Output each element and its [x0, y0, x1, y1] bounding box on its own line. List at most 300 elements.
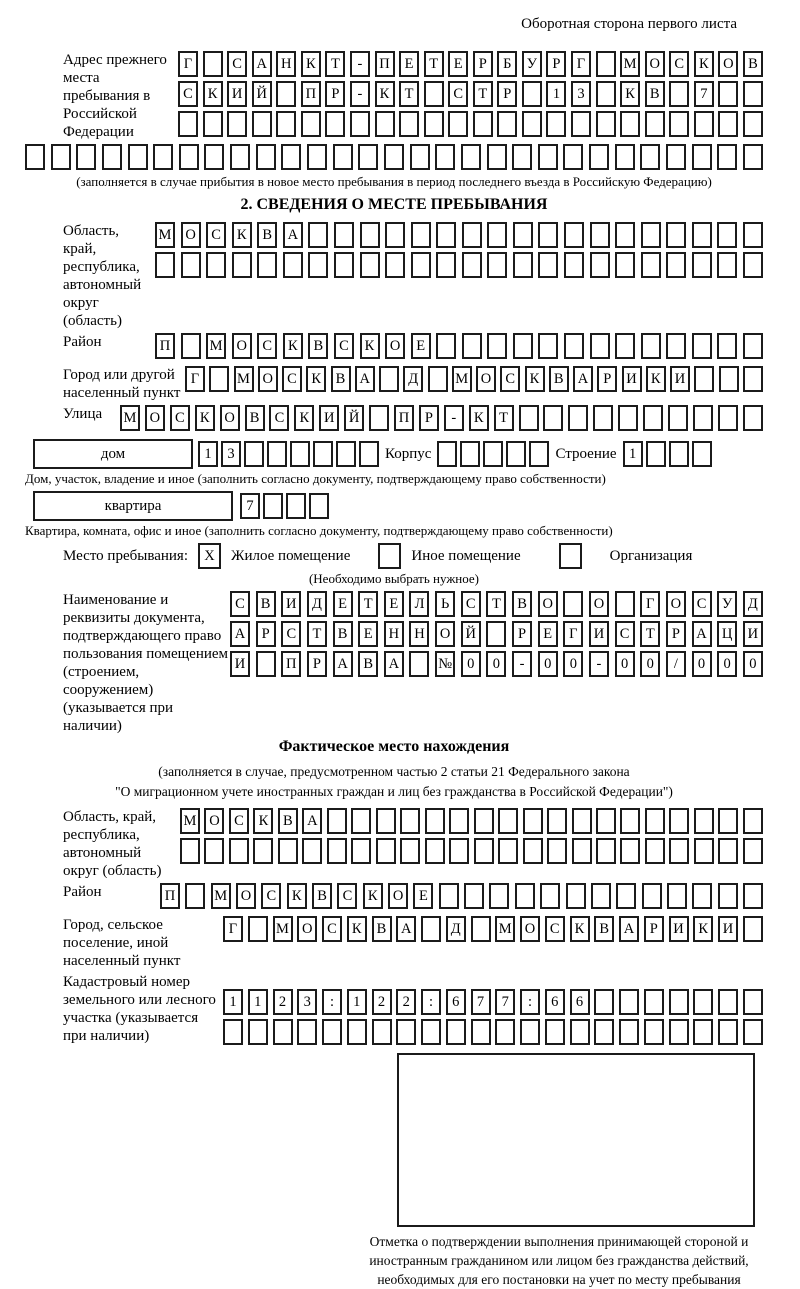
- char-box: М: [273, 916, 293, 942]
- char-box: [232, 252, 252, 278]
- char-box: [718, 838, 738, 864]
- char-box: [547, 808, 567, 834]
- char-box: С: [178, 81, 198, 107]
- char-box: /: [666, 651, 686, 677]
- char-box: [462, 333, 482, 359]
- char-box: Р: [597, 366, 617, 392]
- char-box: [591, 883, 611, 909]
- char-box: Ь: [435, 591, 455, 617]
- char-box: [596, 838, 616, 864]
- char-box: [718, 1019, 738, 1045]
- char-box: [513, 252, 533, 278]
- char-box: К: [195, 405, 215, 431]
- char-box: [384, 144, 404, 170]
- char-box: В: [645, 81, 665, 107]
- char-box: [223, 1019, 243, 1045]
- char-box: К: [620, 81, 640, 107]
- char-box: [181, 252, 201, 278]
- char-box: [185, 883, 205, 909]
- char-box: Т: [358, 591, 378, 617]
- char-box: И: [281, 591, 301, 617]
- char-box: [666, 144, 686, 170]
- char-box: [385, 222, 405, 248]
- char-box: [471, 1019, 491, 1045]
- char-box: К: [347, 916, 367, 942]
- f-gorod-block: [25, 916, 763, 970]
- char-box: [692, 883, 712, 909]
- char-box: 3: [221, 441, 241, 467]
- doc-row-2: [230, 621, 763, 647]
- char-box: [669, 1019, 689, 1045]
- char-box: С: [669, 51, 689, 77]
- char-box: 1: [248, 989, 268, 1015]
- char-box: [359, 441, 379, 467]
- char-box: Г: [640, 591, 660, 617]
- char-box: Т: [325, 51, 345, 77]
- char-box: [523, 808, 543, 834]
- char-box: [448, 111, 468, 137]
- char-box: [571, 111, 591, 137]
- char-box: А: [333, 651, 353, 677]
- char-box: О: [181, 222, 201, 248]
- char-box: О: [385, 333, 405, 359]
- char-box: Т: [424, 51, 444, 77]
- char-box: [589, 144, 609, 170]
- char-box: Р: [325, 81, 345, 107]
- char-box: Л: [409, 591, 429, 617]
- char-box: [421, 1019, 441, 1045]
- char-box: С: [269, 405, 289, 431]
- char-box: [178, 111, 198, 137]
- char-box: [669, 81, 689, 107]
- doc-label: Наименование и реквизиты документа, подтверждающего право пользования помещением (строением, сооружением) (указывается при наличии): [63, 592, 229, 734]
- char-box: Д: [743, 591, 763, 617]
- char-box: [593, 405, 613, 431]
- char-box: [718, 111, 738, 137]
- char-box: 2: [372, 989, 392, 1015]
- char-box: [529, 441, 549, 467]
- char-box: О: [666, 591, 686, 617]
- char-box: [360, 222, 380, 248]
- char-box: 1: [546, 81, 566, 107]
- char-box: [547, 838, 567, 864]
- char-box: [538, 333, 558, 359]
- char-box: О: [718, 51, 738, 77]
- char-box: К: [203, 81, 223, 107]
- char-box: Т: [399, 81, 419, 107]
- char-box: [538, 222, 558, 248]
- char-box: [209, 366, 229, 392]
- char-box: В: [331, 366, 351, 392]
- char-box: [513, 333, 533, 359]
- char-box: В: [256, 591, 276, 617]
- char-box: К: [301, 51, 321, 77]
- char-box: [273, 1019, 293, 1045]
- char-box: [333, 144, 353, 170]
- char-box: [572, 808, 592, 834]
- char-box: [717, 252, 737, 278]
- char-box: М: [155, 222, 175, 248]
- char-box: [51, 144, 71, 170]
- char-box: [308, 252, 328, 278]
- char-box: Е: [384, 591, 404, 617]
- char-box: [564, 252, 584, 278]
- char-box: [743, 405, 763, 431]
- char-box: 3: [571, 81, 591, 107]
- char-box: [281, 144, 301, 170]
- char-box: [743, 916, 763, 942]
- char-box: И: [669, 916, 689, 942]
- char-box: 6: [570, 989, 590, 1015]
- char-box: [694, 111, 714, 137]
- char-box: [276, 81, 296, 107]
- char-box: С: [282, 366, 302, 392]
- char-box: 1: [198, 441, 218, 467]
- char-box: У: [522, 51, 542, 77]
- prev-address-block: [25, 51, 763, 141]
- char-box: В: [512, 591, 532, 617]
- s2-gorod-block: [25, 366, 763, 402]
- f-kadastr-label: Кадастровый номер земельного или лесного участка (указывается при наличии): [63, 974, 216, 1044]
- char-box: 6: [545, 989, 565, 1015]
- char-box: [522, 111, 542, 137]
- mesto-opt3-label: Организация: [609, 547, 693, 564]
- char-box: [399, 111, 419, 137]
- char-box: А: [252, 51, 272, 77]
- char-box: [489, 883, 509, 909]
- char-box: Р: [546, 51, 566, 77]
- char-box: [410, 144, 430, 170]
- char-box: К: [232, 222, 252, 248]
- kvartira-caption: Квартира, комната, офис и иное (заполнить согласно документу, подтверждающему право собственности): [25, 523, 613, 538]
- char-box: П: [155, 333, 175, 359]
- char-box: [692, 441, 712, 467]
- char-box: [278, 838, 298, 864]
- char-box: Р: [644, 916, 664, 942]
- char-box: А: [396, 916, 416, 942]
- char-box: [645, 838, 665, 864]
- char-box: [692, 333, 712, 359]
- korpus-boxes: [437, 441, 549, 467]
- char-box: [425, 838, 445, 864]
- mesto-opt2-label: Иное помещение: [411, 547, 521, 564]
- char-box: [473, 111, 493, 137]
- s2-gorod-row: [185, 366, 763, 392]
- char-box: [181, 333, 201, 359]
- stroenie-boxes: [623, 441, 712, 467]
- char-box: [153, 144, 173, 170]
- char-box: [248, 1019, 268, 1045]
- f-oblast-label: Область, край, республика, автономный округ (область): [63, 809, 162, 879]
- char-box: [640, 144, 660, 170]
- s2-oblast-row-2: [155, 252, 763, 278]
- char-box: Е: [413, 883, 433, 909]
- char-box: [327, 808, 347, 834]
- char-box: П: [281, 651, 301, 677]
- dom-row: [25, 439, 763, 469]
- f-kadastr-block: [25, 973, 763, 1049]
- char-box: С: [230, 591, 250, 617]
- char-box: Т: [307, 621, 327, 647]
- char-box: 0: [563, 651, 583, 677]
- char-box: [128, 144, 148, 170]
- char-box: 7: [495, 989, 515, 1015]
- char-box: Й: [344, 405, 364, 431]
- factual-caption-1: (заполняется в случае, предусмотренном частью 2 статьи 21 Федерального закона: [158, 764, 630, 779]
- char-box: [424, 81, 444, 107]
- char-box: О: [538, 591, 558, 617]
- char-box: [248, 916, 268, 942]
- char-box: [669, 989, 689, 1015]
- char-box: [594, 989, 614, 1015]
- char-box: 1: [623, 441, 643, 467]
- char-box: [487, 144, 507, 170]
- char-box: П: [375, 51, 395, 77]
- char-box: О: [297, 916, 317, 942]
- prev-address-label: Адрес прежнего места пребывания в Российской Федерации: [63, 52, 167, 140]
- char-box: Е: [448, 51, 468, 77]
- char-box: В: [549, 366, 569, 392]
- char-box: О: [236, 883, 256, 909]
- char-box: К: [253, 808, 273, 834]
- char-box: К: [525, 366, 545, 392]
- stamp-caption: Отметка о подтверждении выполнения принимающей стороной и иностранным гражданином или лицом без гражданства действий, необходимых для его постановки на учет по месту пребывания: [369, 1234, 749, 1287]
- char-box: О: [476, 366, 496, 392]
- char-box: [619, 989, 639, 1015]
- char-box: 3: [297, 989, 317, 1015]
- char-box: [227, 111, 247, 137]
- char-box: [400, 808, 420, 834]
- char-box: Р: [512, 621, 532, 647]
- char-box: [719, 366, 739, 392]
- f-oblast-row-2: [180, 838, 763, 864]
- char-box: Р: [473, 51, 493, 77]
- char-box: М: [620, 51, 640, 77]
- kvartira-boxes: [240, 493, 329, 519]
- char-box: [436, 333, 456, 359]
- char-box: Ц: [717, 621, 737, 647]
- char-box: [743, 989, 763, 1015]
- char-box: Г: [178, 51, 198, 77]
- char-box: [717, 144, 737, 170]
- mesto-opt3-checkbox: [549, 543, 592, 569]
- char-box: [498, 808, 518, 834]
- char-box: [474, 838, 494, 864]
- char-box: К: [360, 333, 380, 359]
- char-box: И: [319, 405, 339, 431]
- char-box: [645, 111, 665, 137]
- mesto-opt1-checkbox: [188, 543, 231, 569]
- char-box: В: [743, 51, 763, 77]
- dom-labelbox: дом: [33, 439, 193, 469]
- char-box: 0: [486, 651, 506, 677]
- char-box: [486, 621, 506, 647]
- char-box: [743, 808, 763, 834]
- char-box: [351, 838, 371, 864]
- char-box: [743, 81, 763, 107]
- mesto-caption: (Необходимо выбрать нужное): [308, 571, 480, 586]
- char-box: [376, 808, 396, 834]
- char-box: [378, 543, 401, 569]
- f-gorod-label: Город, сельское поселение, иной населенный пункт: [63, 917, 181, 969]
- char-box: [743, 222, 763, 248]
- char-box: [618, 405, 638, 431]
- char-box: [669, 441, 689, 467]
- char-box: П: [301, 81, 321, 107]
- char-box: С: [337, 883, 357, 909]
- s2-oblast-row-1: [155, 222, 763, 248]
- char-box: [692, 222, 712, 248]
- prev-address-row-3: [178, 111, 763, 137]
- char-box: Т: [486, 591, 506, 617]
- char-box: [694, 838, 714, 864]
- char-box: А: [283, 222, 303, 248]
- char-box: С: [261, 883, 281, 909]
- char-box: [641, 222, 661, 248]
- char-box: [668, 405, 688, 431]
- char-box: О: [258, 366, 278, 392]
- char-box: [615, 222, 635, 248]
- char-box: [400, 838, 420, 864]
- char-box: В: [308, 333, 328, 359]
- char-box: [559, 543, 582, 569]
- char-box: [694, 808, 714, 834]
- char-box: [204, 838, 224, 864]
- char-box: 0: [692, 651, 712, 677]
- char-box: К: [294, 405, 314, 431]
- char-box: -: [589, 651, 609, 677]
- char-box: С: [206, 222, 226, 248]
- stroenie-label: Строение: [555, 446, 617, 462]
- char-box: [375, 111, 395, 137]
- f-kadastr-row-2: [223, 1019, 763, 1045]
- char-box: В: [594, 916, 614, 942]
- char-box: [376, 838, 396, 864]
- char-box: [590, 333, 610, 359]
- f-kadastr-row-1: [223, 989, 763, 1015]
- char-box: И: [743, 621, 763, 647]
- char-box: [564, 222, 584, 248]
- char-box: [568, 405, 588, 431]
- char-box: К: [570, 916, 590, 942]
- char-box: [409, 651, 429, 677]
- s2-raion-row: [155, 333, 763, 359]
- char-box: [520, 1019, 540, 1045]
- char-box: 0: [717, 651, 737, 677]
- char-box: [717, 333, 737, 359]
- char-box: В: [372, 916, 392, 942]
- char-box: [694, 366, 714, 392]
- char-box: [360, 252, 380, 278]
- char-box: [309, 493, 329, 519]
- char-box: [334, 252, 354, 278]
- char-box: С: [281, 621, 301, 647]
- char-box: О: [145, 405, 165, 431]
- char-box: П: [394, 405, 414, 431]
- char-box: [487, 333, 507, 359]
- char-box: [743, 252, 763, 278]
- char-box: [572, 838, 592, 864]
- char-box: [424, 111, 444, 137]
- char-box: [666, 222, 686, 248]
- char-box: 0: [538, 651, 558, 677]
- mesto-row: [25, 543, 763, 569]
- f-oblast-row-1: [180, 808, 763, 834]
- char-box: С: [322, 916, 342, 942]
- char-box: [435, 144, 455, 170]
- char-box: [743, 366, 763, 392]
- char-box: [644, 1019, 664, 1045]
- char-box: [512, 144, 532, 170]
- prev-address-row-1: [178, 51, 763, 77]
- char-box: [460, 441, 480, 467]
- char-box: К: [306, 366, 326, 392]
- char-box: [347, 1019, 367, 1045]
- prev-address-row-2: [178, 81, 763, 107]
- char-box: М: [120, 405, 140, 431]
- s2-ulitsa-block: [25, 405, 763, 435]
- char-box: [506, 441, 526, 467]
- char-box: [718, 883, 738, 909]
- char-box: А: [692, 621, 712, 647]
- char-box: [267, 441, 287, 467]
- prev-address-caption: (заполняется в случае прибытия в новое место пребывания в период последнего въезда в Российскую Федерацию): [76, 174, 712, 189]
- char-box: [620, 808, 640, 834]
- char-box: [206, 252, 226, 278]
- prev-address-row-4: [25, 144, 763, 170]
- mesto-opt2-checkbox: [368, 543, 411, 569]
- char-box: С: [229, 808, 249, 834]
- s2-ulitsa-row: [120, 405, 763, 431]
- f-gorod-row: [223, 916, 763, 942]
- f-raion-label: Район: [63, 884, 102, 900]
- char-box: [566, 883, 586, 909]
- char-box: [256, 651, 276, 677]
- char-box: [519, 405, 539, 431]
- char-box: [718, 405, 738, 431]
- char-box: И: [589, 621, 609, 647]
- char-box: М: [234, 366, 254, 392]
- page-side-note: Оборотная сторона первого листа: [521, 16, 737, 32]
- char-box: 2: [396, 989, 416, 1015]
- char-box: [437, 441, 457, 467]
- char-box: [743, 111, 763, 137]
- char-box: 0: [743, 651, 763, 677]
- mesto-opt1-label: Жилое помещение: [231, 547, 351, 564]
- char-box: [570, 1019, 590, 1045]
- char-box: [483, 441, 503, 467]
- char-box: Г: [185, 366, 205, 392]
- char-box: [666, 252, 686, 278]
- char-box: [369, 405, 389, 431]
- char-box: Й: [252, 81, 272, 107]
- char-box: [358, 144, 378, 170]
- char-box: [308, 222, 328, 248]
- char-box: [669, 838, 689, 864]
- s2-oblast-label: Область, край, республика, автономный округ (область): [63, 223, 142, 329]
- char-box: М: [452, 366, 472, 392]
- stamp-area: [397, 1053, 755, 1227]
- char-box: [594, 1019, 614, 1045]
- char-box: [325, 111, 345, 137]
- char-box: О: [589, 591, 609, 617]
- char-box: [411, 222, 431, 248]
- char-box: [462, 222, 482, 248]
- char-box: 7: [471, 989, 491, 1015]
- char-box: X: [198, 543, 221, 569]
- char-box: [439, 883, 459, 909]
- char-box: [646, 441, 666, 467]
